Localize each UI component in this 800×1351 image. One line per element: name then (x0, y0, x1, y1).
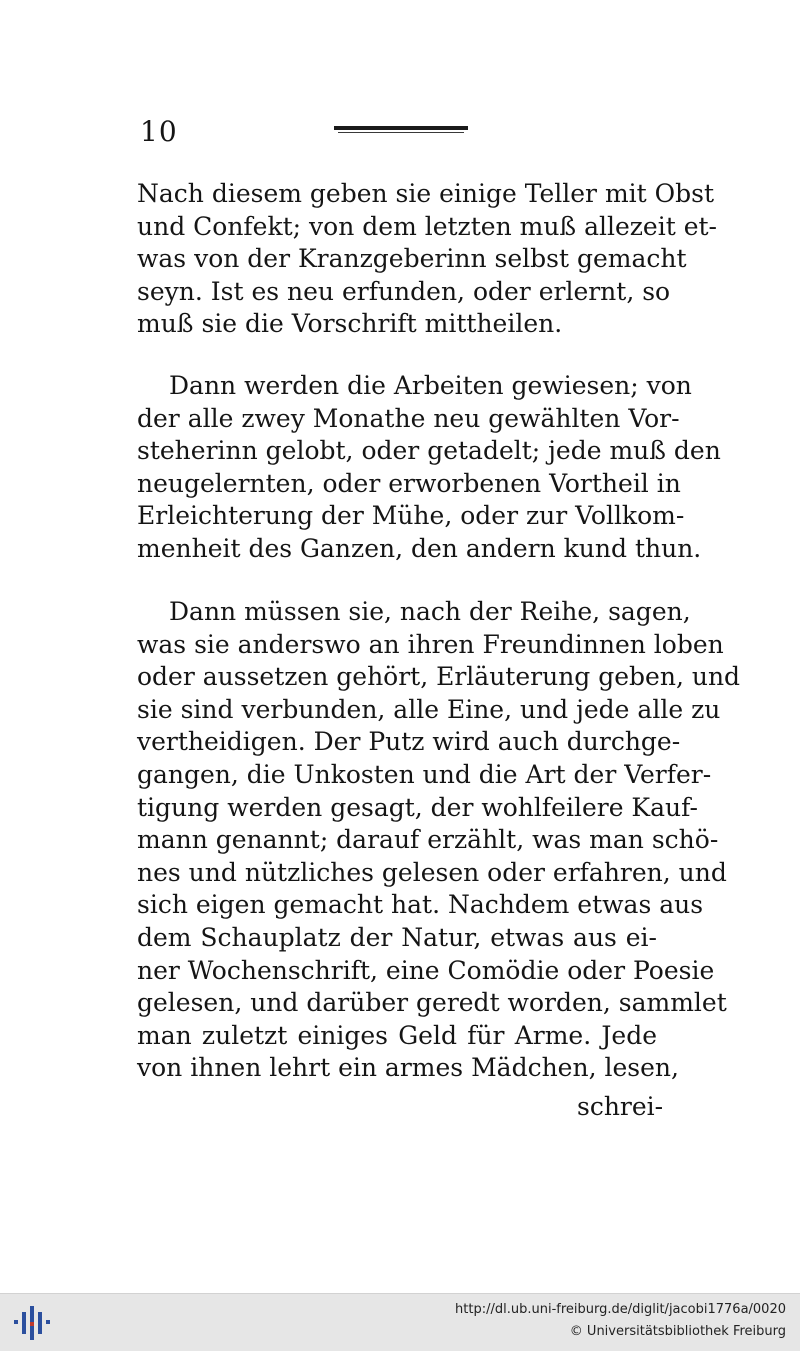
page-number: 10 (140, 115, 178, 148)
text-line: seyn. Ist es neu erfunden, oder erlernt, so (137, 276, 671, 306)
document-url-link[interactable]: http://dl.ub.uni-freiburg.de/diglit/jacobi1776a/0020 (455, 1302, 786, 1317)
text-line: gelesen, und darüber geredt worden, sammlet (137, 988, 727, 1018)
paragraph-1 (137, 178, 718, 341)
text-line: was von der Kranzgeberinn selbst gemacht (137, 244, 687, 274)
text-line: vertheidigen. Der Putz wird auch durchge- (137, 727, 681, 757)
text-line: sie sind verbunden, alle Eine, und jede alle zu (137, 694, 721, 724)
text-line: muß sie die Vorschrift mittheilen. (137, 309, 563, 339)
text-line: der alle zwey Monathe neu gewählten Vor- (137, 403, 680, 433)
text-line: Dann müssen sie, nach der Reihe, sagen, (169, 597, 691, 626)
text-line: steherinn gelobt, oder getadelt; jede muß den (137, 436, 721, 466)
text-line: Nach diesem geben sie einige Teller mit Obst (137, 179, 715, 208)
text-line: Dann werden die Arbeiten gewiesen; von (169, 371, 692, 400)
text-line: oder aussetzen gehört, Erläuterung geben, und (137, 662, 741, 692)
text-line: man zuletzt einiges Geld für Arme. Jede (137, 1020, 657, 1050)
text-line: tigung werden gesagt, der wohlfeilere Kauf- (137, 792, 698, 822)
header-rule (334, 126, 468, 130)
ub-freiburg-logo-icon[interactable] (12, 1304, 52, 1342)
text-line: gangen, die Unkosten und die Art der Verfer- (137, 759, 712, 789)
text-line: dem Schauplatz der Natur, etwas aus ei- (137, 922, 657, 952)
paragraph-2 (137, 370, 721, 566)
text-line: sich eigen gemacht hat. Nachdem etwas aus (137, 890, 704, 920)
text-line: ner Wochenschrift, eine Comödie oder Poesie (137, 955, 715, 985)
text-line: nes und nützliches gelesen oder erfahren, und (137, 857, 727, 887)
text-line: neugelernten, oder erworbenen Vortheil in (137, 468, 681, 498)
text-line: und Confekt; von dem letzten muß allezeit et- (137, 211, 718, 241)
paragraph-3 (137, 596, 741, 1085)
viewer-footer (0, 1293, 800, 1351)
text-line: Erleichterung der Mühe, oder zur Vollkom- (137, 501, 685, 531)
text-line: von ihnen lehrt ein armes Mädchen, lesen, (137, 1053, 679, 1083)
text-line: mann genannt; darauf erzählt, was man schö- (137, 825, 719, 855)
text-line: was sie anderswo an ihren Freundinnen loben (137, 629, 724, 659)
catchword: schrei- (577, 1092, 664, 1121)
text-line: menheit des Ganzen, den andern kund thun. (137, 533, 702, 563)
copyright-text: © Universitätsbibliothek Freiburg (569, 1324, 786, 1339)
